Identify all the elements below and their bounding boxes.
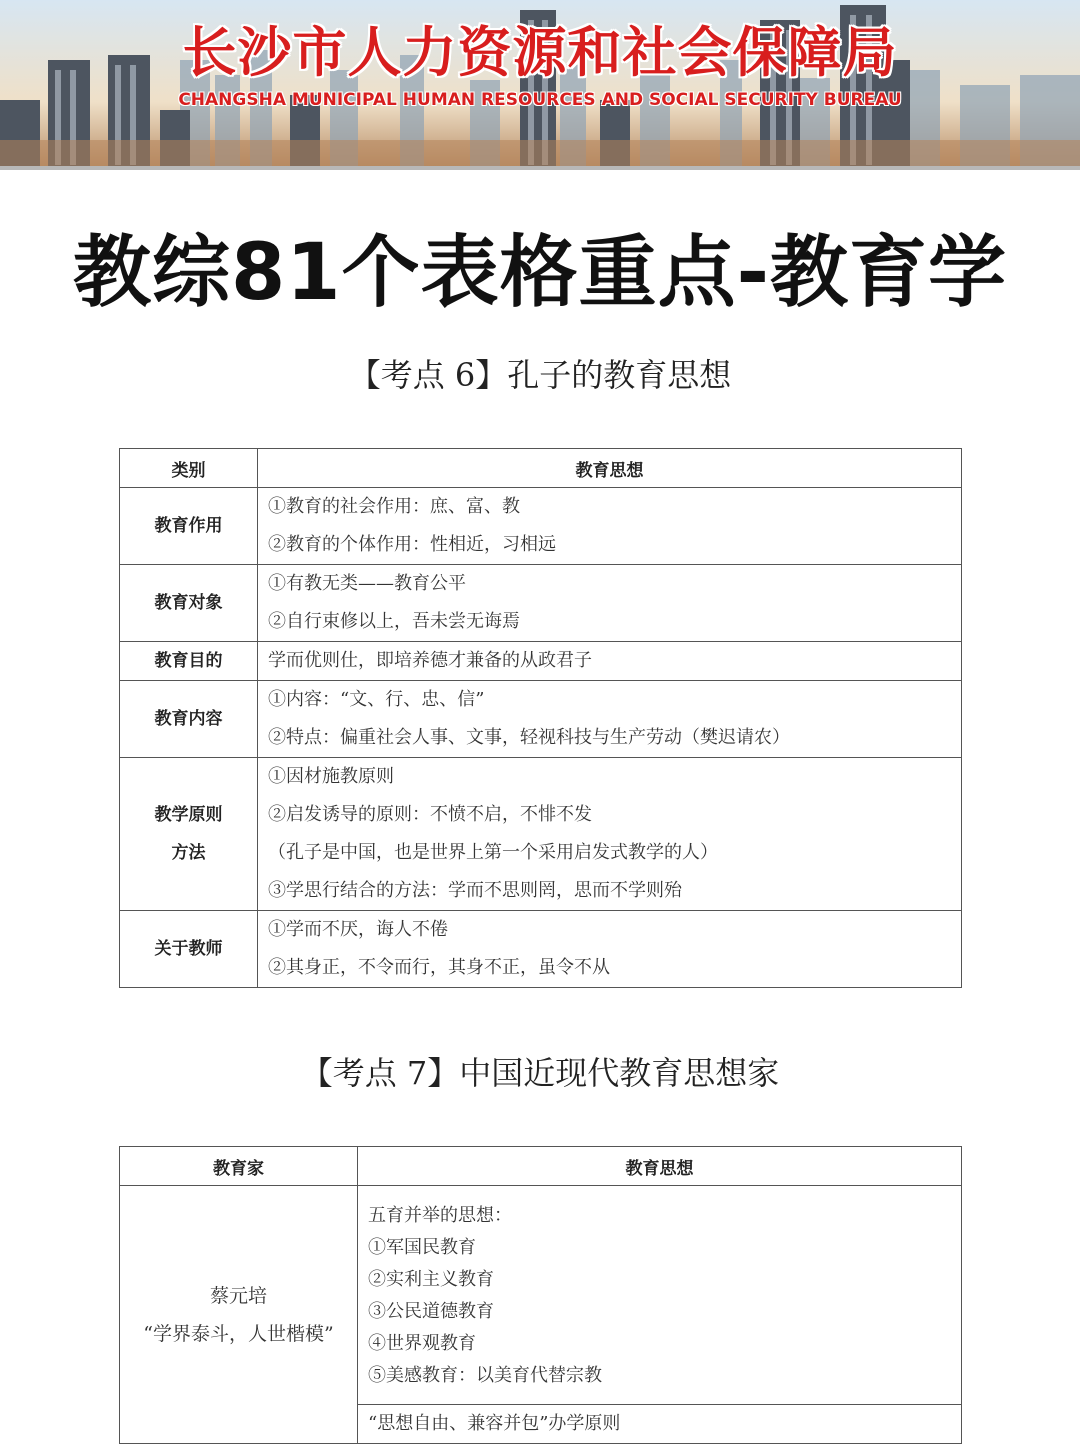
column-header-idea: 教育思想: [358, 1147, 962, 1186]
educator-cell: [120, 1186, 358, 1444]
table-header-row: [120, 1147, 962, 1186]
idea-line: ②其身正，不令而行，其身不正，虽令不从: [268, 957, 610, 978]
idea-cell: [358, 1186, 962, 1405]
principle-text: “思想自由、兼容并包”办学原则: [368, 1413, 621, 1434]
educator-epithet: “学界泰斗，人世楷模”: [143, 1322, 334, 1345]
section-title-modern-educators: 【考点 7】中国近现代教育思想家: [300, 1054, 780, 1092]
idea-line: ④世界观教育: [368, 1333, 476, 1354]
idea-cell: [258, 758, 962, 911]
category-cell: [120, 488, 258, 565]
table-row: [120, 488, 962, 565]
category-cell: [120, 642, 258, 681]
category-cell: [120, 911, 258, 988]
column-header-category: 类别: [120, 449, 258, 488]
educators-table: [119, 1146, 962, 1444]
idea-cell: [258, 488, 962, 565]
table-row: [120, 681, 962, 758]
category-label: 教育作用: [154, 516, 223, 536]
column-header-idea: 教育思想: [258, 449, 962, 488]
page-title: 教综81个表格重点-教育学: [73, 228, 1007, 318]
bureau-name: 长沙市人力资源和社会保障局: [182, 21, 898, 84]
idea-cell: [258, 565, 962, 642]
idea-line: ②实利主义教育: [368, 1269, 494, 1290]
idea-cell: [258, 642, 962, 681]
section-title-confucius: 【考点 6】孔子的教育思想: [348, 356, 732, 394]
category-label: 方法: [171, 843, 206, 863]
category-label: 教育目的: [154, 651, 223, 671]
category-cell: [120, 681, 258, 758]
idea-line: ①学而不厌，诲人不倦: [268, 919, 448, 940]
idea-line: ①内容：“文、行、忠、信”: [268, 689, 485, 710]
idea-line: ②教育的个体作用：性相近，习相远: [268, 534, 556, 555]
idea-cell: [258, 681, 962, 758]
idea-line: ①军国民教育: [368, 1237, 476, 1258]
idea-line: 学而优则仕，即培养德才兼备的从政君子: [268, 650, 592, 671]
category-label: 教育对象: [154, 593, 223, 613]
idea-line: ①有教无类——教育公平: [268, 573, 466, 594]
idea-line: 五育并举的思想：: [368, 1205, 512, 1226]
bureau-name-english: CHANGSHA MUNICIPAL HUMAN RESOURCES AND SOCIAL SECURITY BUREAU: [178, 90, 902, 110]
category-cell: [120, 758, 258, 911]
table-row: [120, 565, 962, 642]
table-row: [120, 1186, 962, 1405]
table-row: [120, 758, 962, 911]
idea-line: ①教育的社会作用：庶、富、教: [268, 496, 520, 517]
table-header-row: [120, 449, 962, 488]
educator-name: 蔡元培: [209, 1284, 267, 1307]
idea-line: （孔子是中国，也是世界上第一个采用启发式教学的人）: [268, 842, 718, 863]
idea-line: ③学思行结合的方法：学而不思则罔，思而不学则殆: [268, 880, 682, 901]
principle-cell: [358, 1405, 962, 1444]
table-row: [120, 911, 962, 988]
idea-line: ⑤美感教育：以美育代替宗教: [368, 1365, 602, 1386]
confucius-table: [119, 448, 962, 988]
banner-divider: [0, 166, 1080, 170]
header-banner: [0, 0, 1080, 170]
column-header-educator: 教育家: [120, 1147, 358, 1186]
category-label: 教学原则: [154, 805, 223, 825]
idea-line: ②启发诱导的原则：不愤不启，不悱不发: [268, 804, 592, 825]
idea-line: ②特点：偏重社会人事、文事，轻视科技与生产劳动（樊迟请农）: [268, 727, 790, 748]
idea-line: ①因材施教原则: [268, 766, 394, 787]
idea-line: ②自行束修以上，吾未尝无诲焉: [268, 611, 520, 632]
category-label: 教育内容: [154, 709, 223, 729]
idea-line: ③公民道德教育: [368, 1301, 494, 1322]
category-cell: [120, 565, 258, 642]
category-label: 关于教师: [154, 939, 223, 959]
table-row: [120, 642, 962, 681]
idea-cell: [258, 911, 962, 988]
